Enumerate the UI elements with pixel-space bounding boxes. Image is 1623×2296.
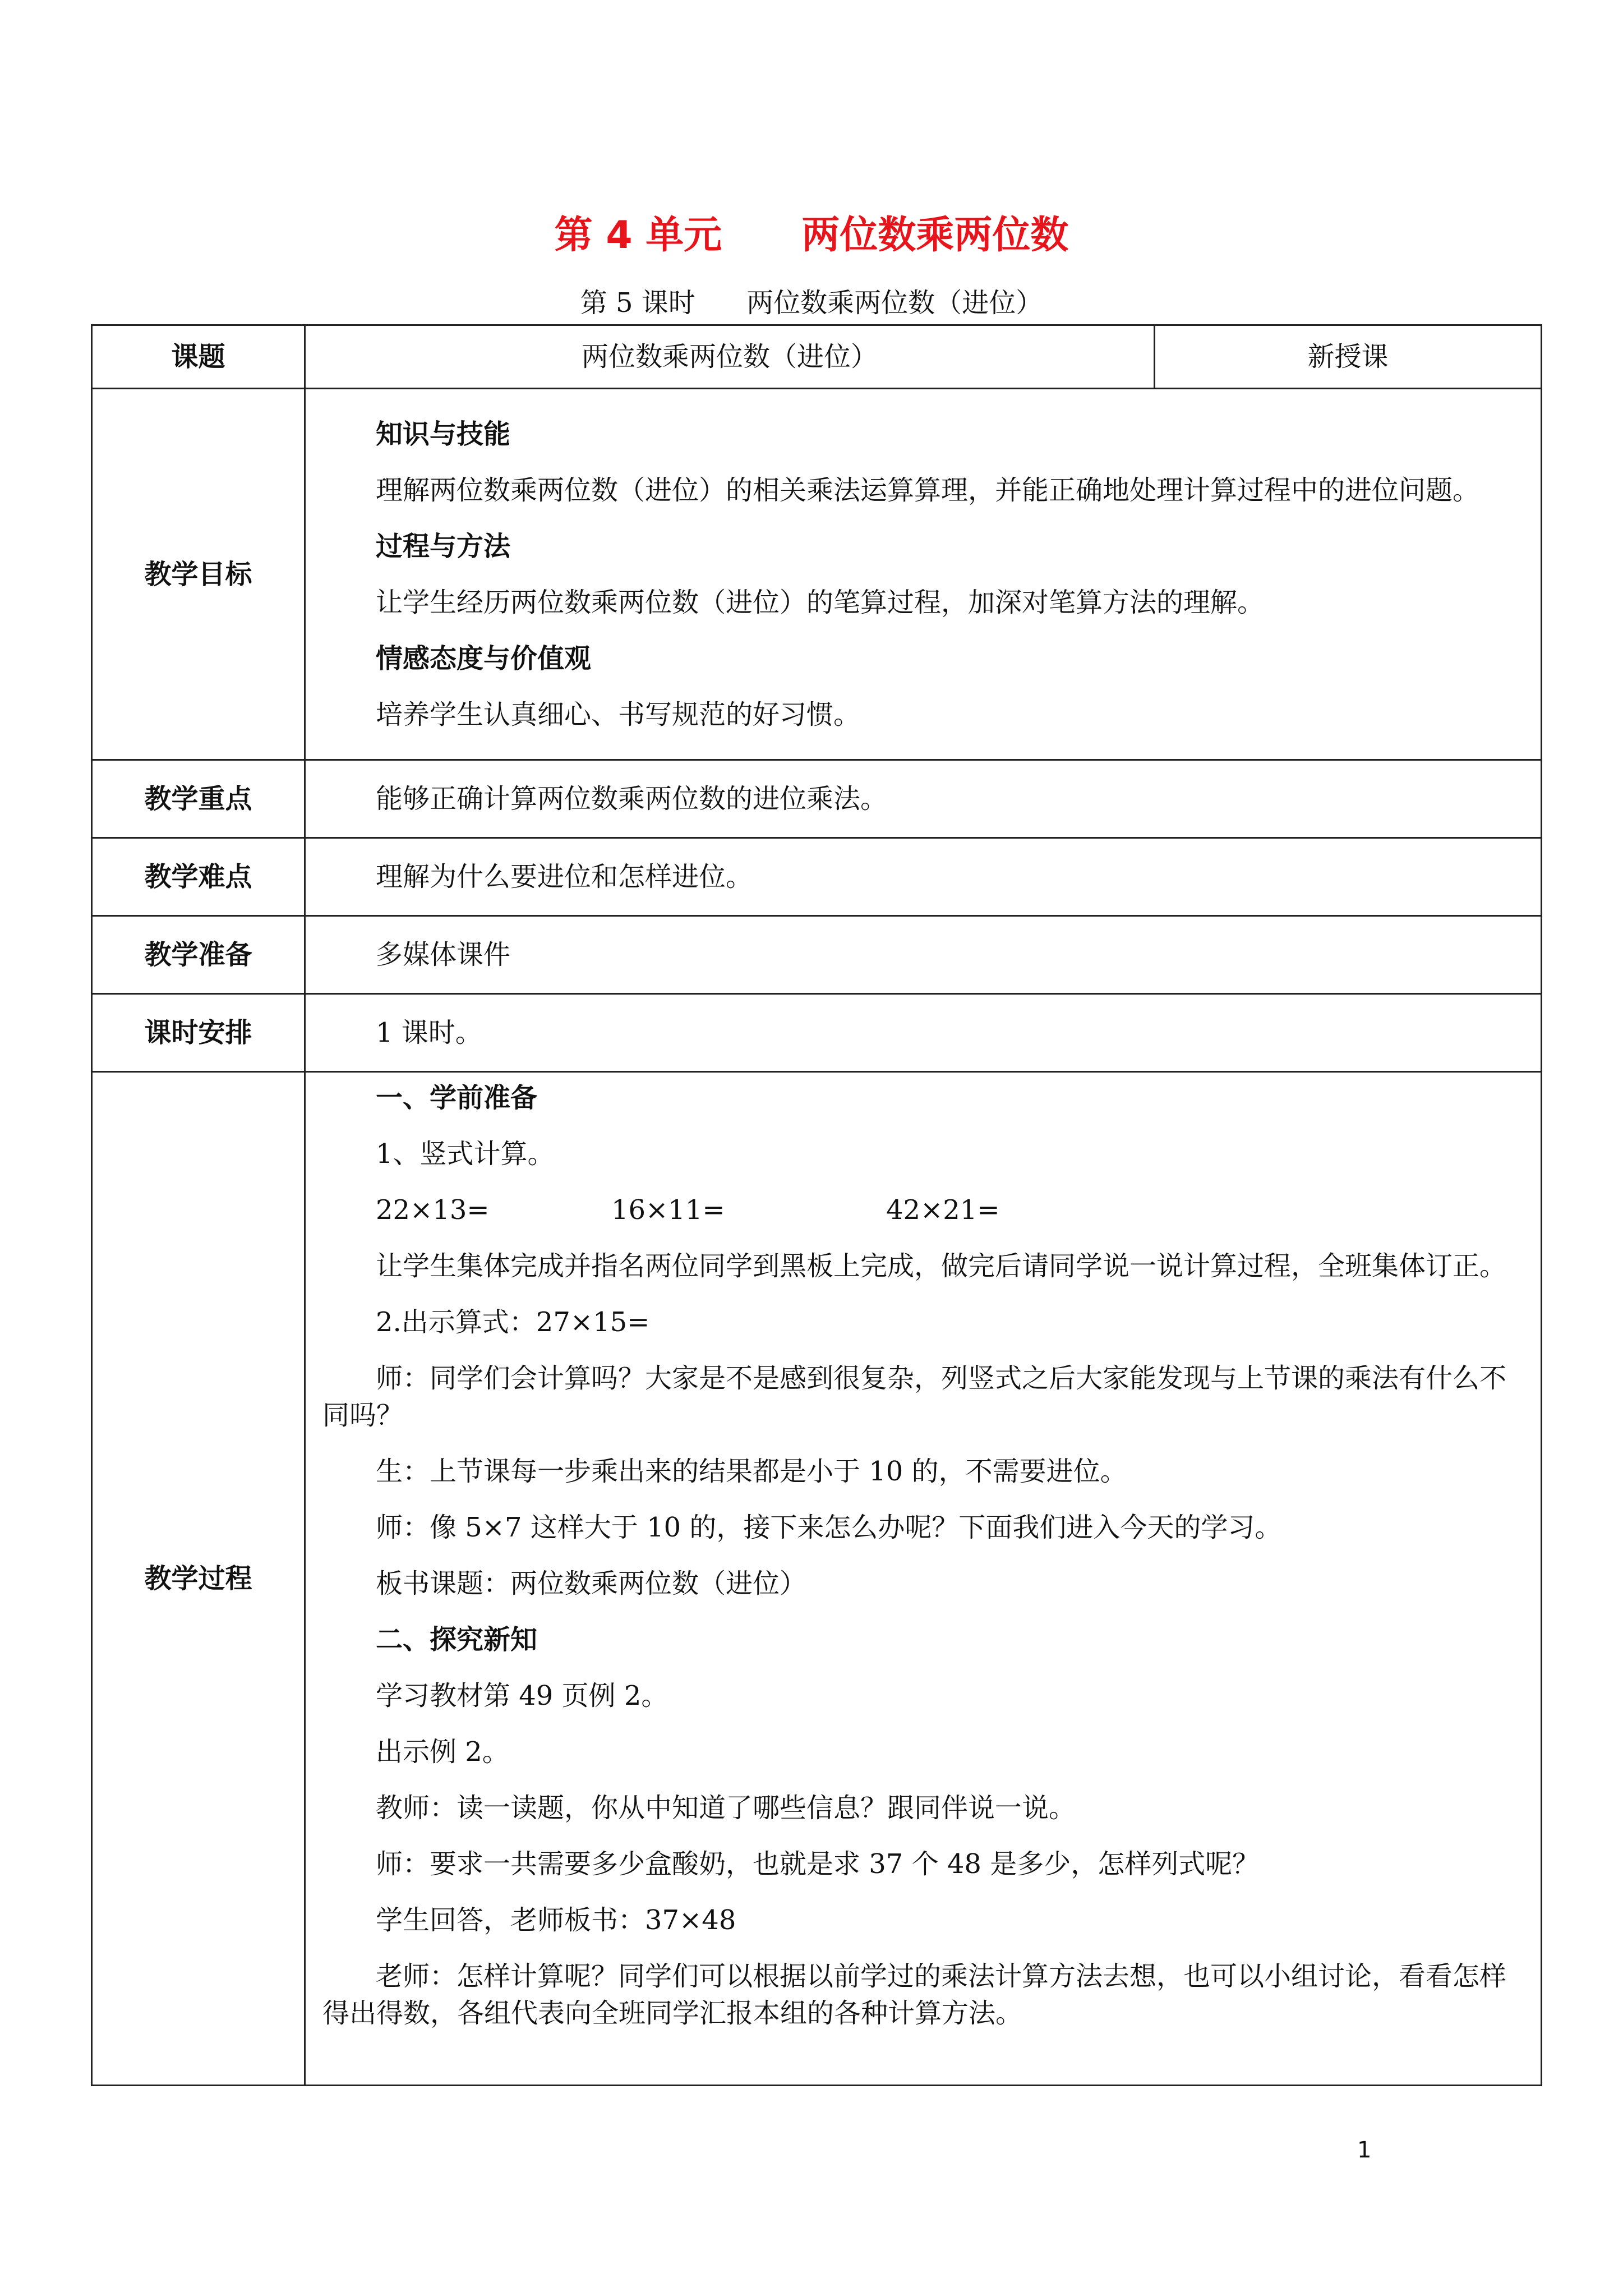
- row-topic: [92, 325, 1542, 389]
- goal-text-attitude: 培养学生认真细心、书写规范的好习惯。: [376, 698, 861, 730]
- goal-text-knowledge: 理解两位数乘两位数（进位）的相关乘法运算算理，并能正确地处理计算过程中的进位问题。: [376, 474, 1480, 506]
- process-line: 板书课题：两位数乘两位数（进位）: [376, 1568, 807, 1599]
- goal-heading-attitude: 情感态度与价值观: [376, 642, 592, 674]
- row-process: [92, 1072, 1542, 2086]
- label-schedule: 课时安排: [92, 994, 305, 1072]
- practice-equations: [322, 1191, 1528, 1228]
- equation-3: 42×21=: [886, 1194, 1000, 1226]
- process-line: 生：上节课每一步乘出来的结果都是小于 10 的，不需要进位。: [376, 1456, 1127, 1487]
- row-prep: [92, 916, 1542, 994]
- process-line: 学生回答，老师板书：37×48: [376, 1904, 736, 1936]
- process-line: 老师：怎样计算呢？同学们可以根据以前学过的乘法计算方法去想，也可以小组讨论，看看怎样得出得数，各组代表向全班同学汇报本组的各种计算方法。: [322, 1961, 1507, 2029]
- goal-heading-process: 过程与方法: [376, 530, 511, 562]
- prep-text: 多媒体课件: [376, 939, 511, 970]
- process-line: 师：像 5×7 这样大于 10 的，接下来怎么办呢？下面我们进入今天的学习。: [376, 1512, 1282, 1543]
- row-difficulty: [92, 838, 1542, 916]
- process-line: 学习教材第 49 页例 2。: [376, 1680, 668, 1711]
- goals-content: [305, 389, 1542, 760]
- unit-title: 第 4 单元 两位数乘两位数: [554, 213, 1069, 257]
- process-line: 师：同学们会计算吗？大家是不是感到很复杂，列竖式之后大家能发现与上节课的乘法有什么不同吗？: [322, 1363, 1507, 1431]
- row-focus: [92, 760, 1542, 838]
- label-goals: 教学目标: [92, 389, 305, 760]
- focus-text: 能够正确计算两位数乘两位数的进位乘法。: [376, 783, 888, 815]
- label-topic: 课题: [92, 325, 305, 389]
- process-line: 出示例 2。: [376, 1736, 509, 1768]
- equation-2: 16×11=: [611, 1194, 725, 1226]
- process-line: 教师：读一读题，你从中知道了哪些信息？跟同伴说一说。: [376, 1792, 1076, 1824]
- page-number: 1: [1357, 2137, 1372, 2163]
- schedule-text: 1 课时。: [376, 1017, 482, 1048]
- row-goals: [92, 389, 1542, 760]
- topic-value: 两位数乘两位数（进位）: [305, 325, 1155, 389]
- lesson-type: 新授课: [1155, 325, 1542, 389]
- process-content: [305, 1072, 1542, 2086]
- difficulty-content: [305, 838, 1542, 916]
- process-line: 2.出示算式：27×15=: [376, 1306, 650, 1338]
- process-line: 师：要求一共需要多少盒酸奶，也就是求 37 个 48 是多少，怎样列式呢？: [376, 1848, 1260, 1880]
- difficulty-text: 理解为什么要进位和怎样进位。: [376, 861, 753, 892]
- schedule-content: [305, 994, 1542, 1072]
- section-heading-prep: 一、学前准备: [376, 1082, 538, 1114]
- label-difficulty: 教学难点: [92, 838, 305, 916]
- lesson-plan-table: [91, 324, 1542, 2086]
- section-heading-explore: 二、探究新知: [376, 1624, 538, 1655]
- lesson-subtitle: 第 5 课时 两位数乘两位数（进位）: [580, 287, 1043, 319]
- row-schedule: [92, 994, 1542, 1072]
- process-line: 1、竖式计算。: [376, 1138, 555, 1170]
- goal-text-process: 让学生经历两位数乘两位数（进位）的笔算过程，加深对笔算方法的理解。: [376, 586, 1265, 618]
- goal-heading-knowledge: 知识与技能: [376, 418, 511, 450]
- label-prep: 教学准备: [92, 916, 305, 994]
- label-focus: 教学重点: [92, 760, 305, 838]
- equation-1: 22×13=: [376, 1194, 490, 1226]
- prep-content: [305, 916, 1542, 994]
- process-line: 让学生集体完成并指名两位同学到黑板上完成，做完后请同学说一说计算过程，全班集体订正。: [376, 1250, 1507, 1282]
- label-process: 教学过程: [92, 1072, 305, 2086]
- focus-content: [305, 760, 1542, 838]
